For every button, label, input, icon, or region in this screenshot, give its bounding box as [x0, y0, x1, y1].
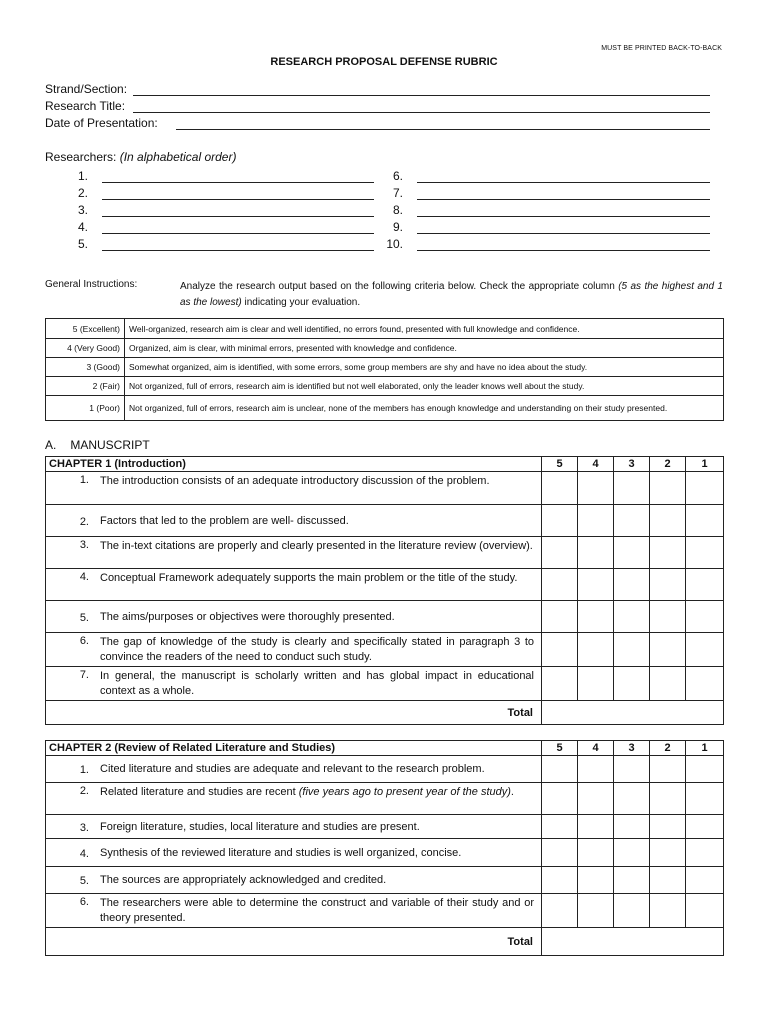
criterion-number: 1. [46, 756, 93, 783]
score-cell-4[interactable] [578, 867, 614, 894]
criterion-row [46, 867, 724, 894]
score-cell-4[interactable] [578, 472, 614, 505]
score-cell-3[interactable] [614, 505, 650, 537]
score-cell-1[interactable] [686, 569, 724, 601]
score-cell-1[interactable] [686, 894, 724, 928]
researcher-number: 6. [392, 169, 403, 183]
researcher-number: 10. [386, 237, 403, 251]
criterion-number: 4. [46, 839, 93, 867]
column-1: 1 [686, 457, 724, 472]
researcher-line[interactable] [363, 217, 710, 234]
score-cell-1[interactable] [686, 783, 724, 815]
chapter2-header-row [46, 741, 724, 756]
score-cell-1[interactable] [686, 601, 724, 633]
instructions-end: indicating your evaluation. [241, 296, 361, 308]
research-title-line[interactable] [133, 101, 710, 113]
researchers-left-column [48, 166, 374, 251]
score-cell-1[interactable] [686, 633, 724, 667]
score-cell-5[interactable] [542, 867, 578, 894]
column-4: 4 [578, 457, 614, 472]
column-2: 2 [650, 457, 686, 472]
chapter2-title: CHAPTER 2 (Review of Related Literature and Studies) [46, 741, 542, 756]
total-row [46, 928, 724, 956]
chapter1-header-row [46, 457, 724, 472]
researcher-line[interactable] [48, 217, 374, 234]
chapter1-total-label: Total [46, 701, 542, 725]
criterion-row [46, 667, 724, 701]
criterion-row [46, 537, 724, 569]
criterion-text: The gap of knowledge of the study is clearly and specifically stated in paragraph 3 to convince the readers of the need to conduct such study. [92, 633, 542, 667]
scale-row [46, 339, 724, 358]
researcher-number: 5. [77, 237, 88, 251]
score-cell-4[interactable] [578, 839, 614, 867]
rating-scale-table [45, 318, 724, 421]
research-title-field[interactable] [45, 99, 710, 113]
scale-description: Organized, aim is clear, with minimal errors, presented with knowledge and confidence. [125, 339, 724, 358]
criterion-text [92, 783, 542, 815]
column-5: 5 [542, 741, 578, 756]
chapter2-rubric-table [45, 740, 724, 956]
criterion-number: 4. [46, 569, 93, 601]
criterion-text-italic: (five years ago to present year of the study) [298, 786, 511, 798]
criterion-text: Cited literature and studies are adequate and relevant to the research problem. [92, 756, 542, 783]
chapter1-rubric-table [45, 456, 724, 725]
score-cell-2[interactable] [650, 505, 686, 537]
column-5: 5 [542, 457, 578, 472]
score-cell-1[interactable] [686, 667, 724, 701]
score-cell-5[interactable] [542, 537, 578, 569]
strand-label: Strand/Section: [45, 82, 128, 96]
score-cell-3[interactable] [614, 783, 650, 815]
researcher-blank[interactable] [102, 170, 374, 183]
researcher-line[interactable] [363, 166, 710, 183]
scale-level: 2 (Fair) [46, 377, 125, 396]
score-cell-4[interactable] [578, 783, 614, 815]
score-cell-3[interactable] [614, 537, 650, 569]
instructions-scale-note: (5 as the highest and 1 as the lowest) [180, 281, 723, 308]
criterion-text: Conceptual Framework adequately supports the main problem or the title of the study. [92, 569, 542, 601]
score-cell-5[interactable] [542, 601, 578, 633]
score-cell-4[interactable] [578, 667, 614, 701]
scale-row [46, 319, 724, 339]
score-cell-5[interactable] [542, 756, 578, 783]
scale-row [46, 377, 724, 396]
criterion-number: 2. [46, 505, 93, 537]
researcher-number: 9. [392, 220, 403, 234]
general-instructions-text [180, 279, 723, 310]
criterion-text-start: Related literature and studies are recent [100, 786, 299, 798]
researcher-line[interactable] [48, 183, 374, 200]
instructions-start: Analyze the research output based on the following criteria below. Check the appropriate column [180, 281, 619, 292]
researchers-right-column [363, 166, 710, 251]
score-cell-3[interactable] [614, 601, 650, 633]
researcher-blank[interactable] [417, 221, 710, 234]
section-letter: A. [45, 438, 57, 452]
score-cell-5[interactable] [542, 839, 578, 867]
score-cell-1[interactable] [686, 537, 724, 569]
score-cell-3[interactable] [614, 756, 650, 783]
column-3: 3 [614, 741, 650, 756]
researcher-blank[interactable] [417, 187, 710, 200]
criterion-text-end: . [510, 786, 514, 798]
score-cell-5[interactable] [542, 505, 578, 537]
criterion-text: The researchers were able to determine the construct and variable of their study and or theory presented. [92, 894, 542, 928]
criterion-row [46, 601, 724, 633]
strand-line[interactable] [133, 84, 710, 96]
column-3: 3 [614, 457, 650, 472]
score-cell-5[interactable] [542, 569, 578, 601]
criterion-number: 6. [46, 894, 93, 928]
score-cell-5[interactable] [542, 894, 578, 928]
criterion-row [46, 505, 724, 537]
score-cell-4[interactable] [578, 633, 614, 667]
strand-section-field[interactable] [45, 82, 710, 96]
chapter2-total-cell[interactable] [542, 928, 724, 956]
score-cell-2[interactable] [650, 783, 686, 815]
scale-row [46, 358, 724, 377]
score-cell-1[interactable] [686, 815, 724, 839]
scale-level: 3 (Good) [46, 358, 125, 377]
researcher-number: 4. [77, 220, 88, 234]
criterion-text: The introduction consists of an adequate introductory discussion of the problem. [92, 472, 542, 505]
date-label: Date of Presentation: [45, 116, 158, 130]
criterion-number: 6. [46, 633, 93, 667]
score-cell-2[interactable] [650, 472, 686, 505]
score-cell-3[interactable] [614, 867, 650, 894]
score-cell-2[interactable] [650, 537, 686, 569]
scale-description: Well-organized, research aim is clear and well identified, no errors found, presented with full knowledge and confidence. [125, 319, 724, 339]
researchers-label: Researchers: [45, 150, 117, 164]
section-a-heading [45, 438, 150, 452]
criterion-number: 3. [46, 537, 93, 569]
score-cell-1[interactable] [686, 472, 724, 505]
score-cell-4[interactable] [578, 756, 614, 783]
criterion-row [46, 894, 724, 928]
researcher-line[interactable] [48, 234, 374, 251]
score-cell-1[interactable] [686, 839, 724, 867]
score-cell-4[interactable] [578, 537, 614, 569]
researcher-number: 1. [77, 169, 88, 183]
researcher-line[interactable] [363, 234, 710, 251]
researcher-blank[interactable] [102, 187, 374, 200]
researcher-line[interactable] [48, 200, 374, 217]
score-cell-2[interactable] [650, 667, 686, 701]
score-cell-3[interactable] [614, 569, 650, 601]
researchers-heading [45, 150, 236, 164]
score-cell-5[interactable] [542, 815, 578, 839]
score-cell-2[interactable] [650, 867, 686, 894]
researcher-blank[interactable] [102, 221, 374, 234]
criterion-row [46, 756, 724, 783]
scale-level: 4 (Very Good) [46, 339, 125, 358]
score-cell-3[interactable] [614, 667, 650, 701]
researcher-line[interactable] [363, 200, 710, 217]
print-notice: MUST BE PRINTED BACK-TO-BACK [601, 45, 722, 52]
criterion-number: 5. [46, 867, 93, 894]
score-cell-5[interactable] [542, 633, 578, 667]
score-cell-1[interactable] [686, 505, 724, 537]
score-cell-2[interactable] [650, 815, 686, 839]
researcher-number: 7. [392, 186, 403, 200]
score-cell-2[interactable] [650, 756, 686, 783]
researcher-line[interactable] [48, 166, 374, 183]
researcher-blank[interactable] [102, 204, 374, 217]
score-cell-4[interactable] [578, 894, 614, 928]
criterion-number: 3. [46, 815, 93, 839]
criterion-text: The aims/purposes or objectives were thoroughly presented. [92, 601, 542, 633]
score-cell-3[interactable] [614, 633, 650, 667]
criterion-row [46, 839, 724, 867]
date-field[interactable] [45, 116, 710, 130]
score-cell-3[interactable] [614, 839, 650, 867]
column-4: 4 [578, 741, 614, 756]
score-cell-1[interactable] [686, 867, 724, 894]
general-instructions-label: General Instructions: [45, 279, 138, 290]
researcher-line[interactable] [363, 183, 710, 200]
criterion-number: 1. [46, 472, 93, 505]
score-cell-2[interactable] [650, 601, 686, 633]
research-title-label: Research Title: [45, 99, 126, 113]
score-cell-5[interactable] [542, 783, 578, 815]
score-cell-3[interactable] [614, 815, 650, 839]
score-cell-2[interactable] [650, 633, 686, 667]
scale-description: Not organized, full of errors, research aim is identified but not well elaborated, only the leader knows well about the study. [125, 377, 724, 396]
scale-description: Somewhat organized, aim is identified, with some errors, some group members are shy and have no idea about the study. [125, 358, 724, 377]
criterion-row [46, 569, 724, 601]
criterion-row [46, 633, 724, 667]
scale-description: Not organized, full of errors, research aim is unclear, none of the members has enough knowledge and understanding on their study presented. [125, 396, 724, 421]
score-cell-4[interactable] [578, 569, 614, 601]
researchers-note: (In alphabetical order) [119, 150, 237, 164]
criterion-text: Synthesis of the reviewed literature and studies is well organized, concise. [92, 839, 542, 867]
researcher-number: 8. [392, 203, 403, 217]
criterion-text: Factors that led to the problem are well- discussed. [92, 505, 542, 537]
score-cell-4[interactable] [578, 505, 614, 537]
date-line[interactable] [176, 118, 710, 130]
criterion-number: 5. [46, 601, 93, 633]
chapter1-total-cell[interactable] [542, 701, 724, 725]
column-1: 1 [686, 741, 724, 756]
scale-level: 5 (Excellent) [46, 319, 125, 339]
section-label: MANUSCRIPT [70, 438, 150, 452]
score-cell-2[interactable] [650, 569, 686, 601]
score-cell-4[interactable] [578, 815, 614, 839]
score-cell-4[interactable] [578, 601, 614, 633]
researcher-blank[interactable] [102, 238, 374, 251]
score-cell-3[interactable] [614, 894, 650, 928]
score-cell-5[interactable] [542, 667, 578, 701]
criterion-number: 7. [46, 667, 93, 701]
chapter2-total-label: Total [46, 928, 542, 956]
criterion-text: The sources are appropriately acknowledged and credited. [92, 867, 542, 894]
score-cell-3[interactable] [614, 472, 650, 505]
researcher-blank[interactable] [417, 238, 710, 251]
criterion-row [46, 472, 724, 505]
score-cell-1[interactable] [686, 756, 724, 783]
criterion-number: 2. [46, 783, 93, 815]
criterion-text: In general, the manuscript is scholarly written and has global impact in educational context as a whole. [92, 667, 542, 701]
chapter1-title: CHAPTER 1 (Introduction) [46, 457, 542, 472]
total-row [46, 701, 724, 725]
criterion-text: The in-text citations are properly and clearly presented in the literature review (overview). [92, 537, 542, 569]
scale-row [46, 396, 724, 421]
score-cell-2[interactable] [650, 894, 686, 928]
score-cell-5[interactable] [542, 472, 578, 505]
researcher-blank[interactable] [417, 204, 710, 217]
criterion-row [46, 815, 724, 839]
researcher-number: 3. [77, 203, 88, 217]
page-title: RESEARCH PROPOSAL DEFENSE RUBRIC [270, 56, 498, 68]
column-2: 2 [650, 741, 686, 756]
researcher-blank[interactable] [417, 170, 710, 183]
criterion-row [46, 783, 724, 815]
scale-level: 1 (Poor) [46, 396, 125, 421]
score-cell-2[interactable] [650, 839, 686, 867]
criterion-text: Foreign literature, studies, local literature and studies are present. [92, 815, 542, 839]
researcher-number: 2. [77, 186, 88, 200]
